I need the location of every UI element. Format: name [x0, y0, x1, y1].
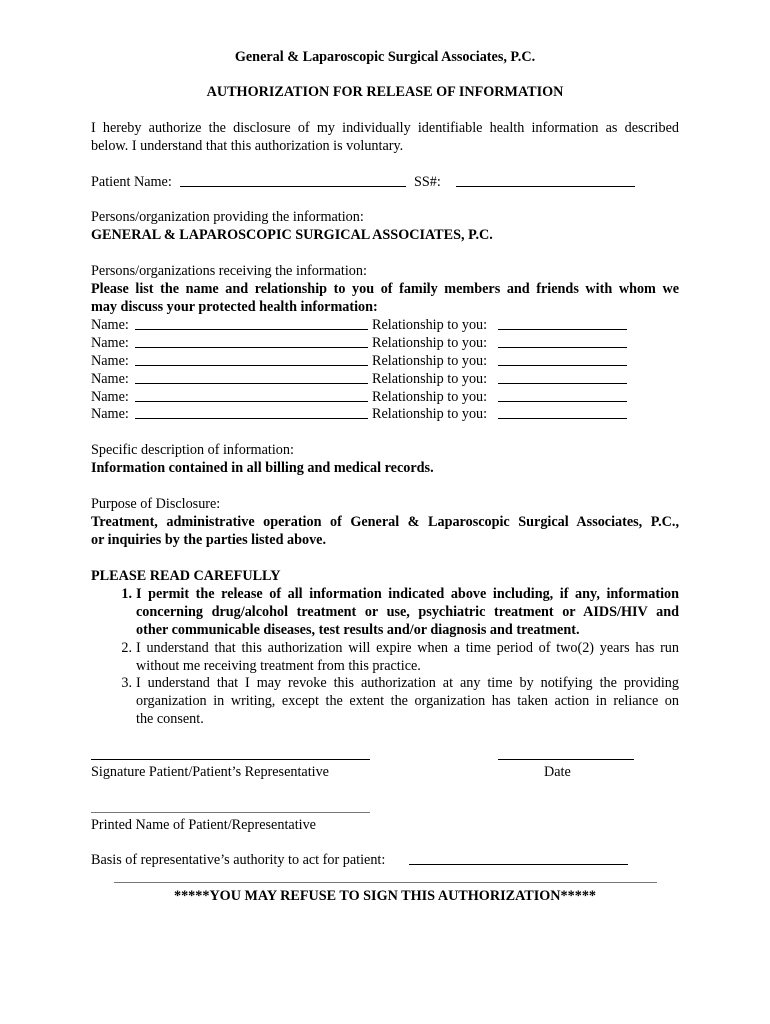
recipient-relationship-field[interactable]: [498, 352, 627, 366]
term-line: other communicable diseases, test results and/or diagnosis and treatment.: [136, 622, 580, 638]
recipient-name-field[interactable]: [135, 352, 368, 366]
form-title: AUTHORIZATION FOR RELEASE OF INFORMATION: [206, 84, 564, 100]
recipient-name-field[interactable]: [135, 316, 368, 330]
ss-field[interactable]: [456, 173, 635, 187]
purpose-line-1: Treatment, administrative operation of General & Laparoscopic Surgical Associates, P.C.,: [91, 514, 679, 530]
signature-label: Signature Patient/Patient’s Representative: [91, 764, 329, 780]
recipient-relationship-field[interactable]: [498, 370, 627, 384]
purpose-line-2: or inquiries by the parties listed above.: [91, 532, 327, 548]
receiving-instruction-line-2: may discuss your protected health information:: [91, 299, 378, 315]
name-label: Name:: [91, 335, 129, 351]
relationship-label: Relationship to you:: [372, 406, 488, 422]
printed-name-line[interactable]: [91, 812, 370, 813]
relationship-label: Relationship to you:: [372, 371, 488, 387]
ss-label: SS#:: [414, 174, 441, 190]
patient-name-label: Patient Name:: [91, 174, 172, 190]
description-value: Information contained in all billing and medical records.: [91, 460, 434, 476]
providing-label: Persons/organization providing the information:: [91, 209, 364, 225]
basis-label: Basis of representative’s authority to act for patient:: [91, 852, 386, 868]
refuse-notice: *****YOU MAY REFUSE TO SIGN THIS AUTHORIZATION*****: [173, 888, 597, 904]
recipient-relationship-field[interactable]: [498, 316, 627, 330]
description-label: Specific description of information:: [91, 442, 294, 458]
term-line: concerning drug/alcohol treatment or use, psychiatric treatment or AIDS/HIV and: [136, 604, 679, 620]
term-number: 1.: [121, 586, 132, 602]
name-label: Name:: [91, 371, 129, 387]
name-label: Name:: [91, 353, 129, 369]
signature-line[interactable]: [91, 759, 370, 760]
recipient-name-field[interactable]: [135, 370, 368, 384]
basis-field[interactable]: [409, 851, 628, 865]
intro-line-2: below. I understand that this authorization is voluntary.: [91, 138, 404, 154]
relationship-label: Relationship to you:: [372, 353, 488, 369]
name-label: Name:: [91, 389, 129, 405]
receiving-instruction-line-1: Please list the name and relationship to you of family members and friends with whom we: [91, 281, 679, 297]
date-label: Date: [544, 764, 571, 780]
relationship-label: Relationship to you:: [372, 389, 488, 405]
providing-value: GENERAL & LAPAROSCOPIC SURGICAL ASSOCIATES, P.C.: [91, 227, 493, 243]
term-number: 3.: [121, 675, 132, 691]
name-label: Name:: [91, 317, 129, 333]
purpose-label: Purpose of Disclosure:: [91, 496, 221, 512]
term-line: I understand that I may revoke this authorization at any time by notifying the providing: [136, 675, 679, 691]
date-line[interactable]: [498, 759, 634, 760]
terms-heading: PLEASE READ CAREFULLY: [91, 568, 281, 584]
term-line: organization in writing, except the extent the organization has taken action in reliance on: [136, 693, 679, 709]
relationship-label: Relationship to you:: [372, 317, 488, 333]
term-line: without me receiving treatment from this practice.: [136, 658, 421, 674]
recipient-name-field[interactable]: [135, 388, 368, 402]
recipient-name-field[interactable]: [135, 405, 368, 419]
recipient-relationship-field[interactable]: [498, 405, 627, 419]
recipient-name-field[interactable]: [135, 334, 368, 348]
term-number: 2.: [121, 640, 132, 656]
term-line: I understand that this authorization will expire when a time period of two(2) years has run: [136, 640, 679, 656]
recipient-relationship-field[interactable]: [498, 334, 627, 348]
intro-line-1: I hereby authorize the disclosure of my individually identifiable health information as described: [91, 120, 679, 136]
term-line: the consent.: [136, 711, 204, 727]
relationship-label: Relationship to you:: [372, 335, 488, 351]
footer-divider: [114, 882, 657, 883]
company-name: General & Laparoscopic Surgical Associates, P.C.: [234, 49, 536, 65]
term-line: I permit the release of all information indicated above including, if any, information: [136, 586, 679, 602]
recipient-relationship-field[interactable]: [498, 388, 627, 402]
printed-name-label: Printed Name of Patient/Representative: [91, 817, 316, 833]
receiving-label: Persons/organizations receiving the information:: [91, 263, 367, 279]
patient-name-field[interactable]: [180, 173, 406, 187]
name-label: Name:: [91, 406, 129, 422]
